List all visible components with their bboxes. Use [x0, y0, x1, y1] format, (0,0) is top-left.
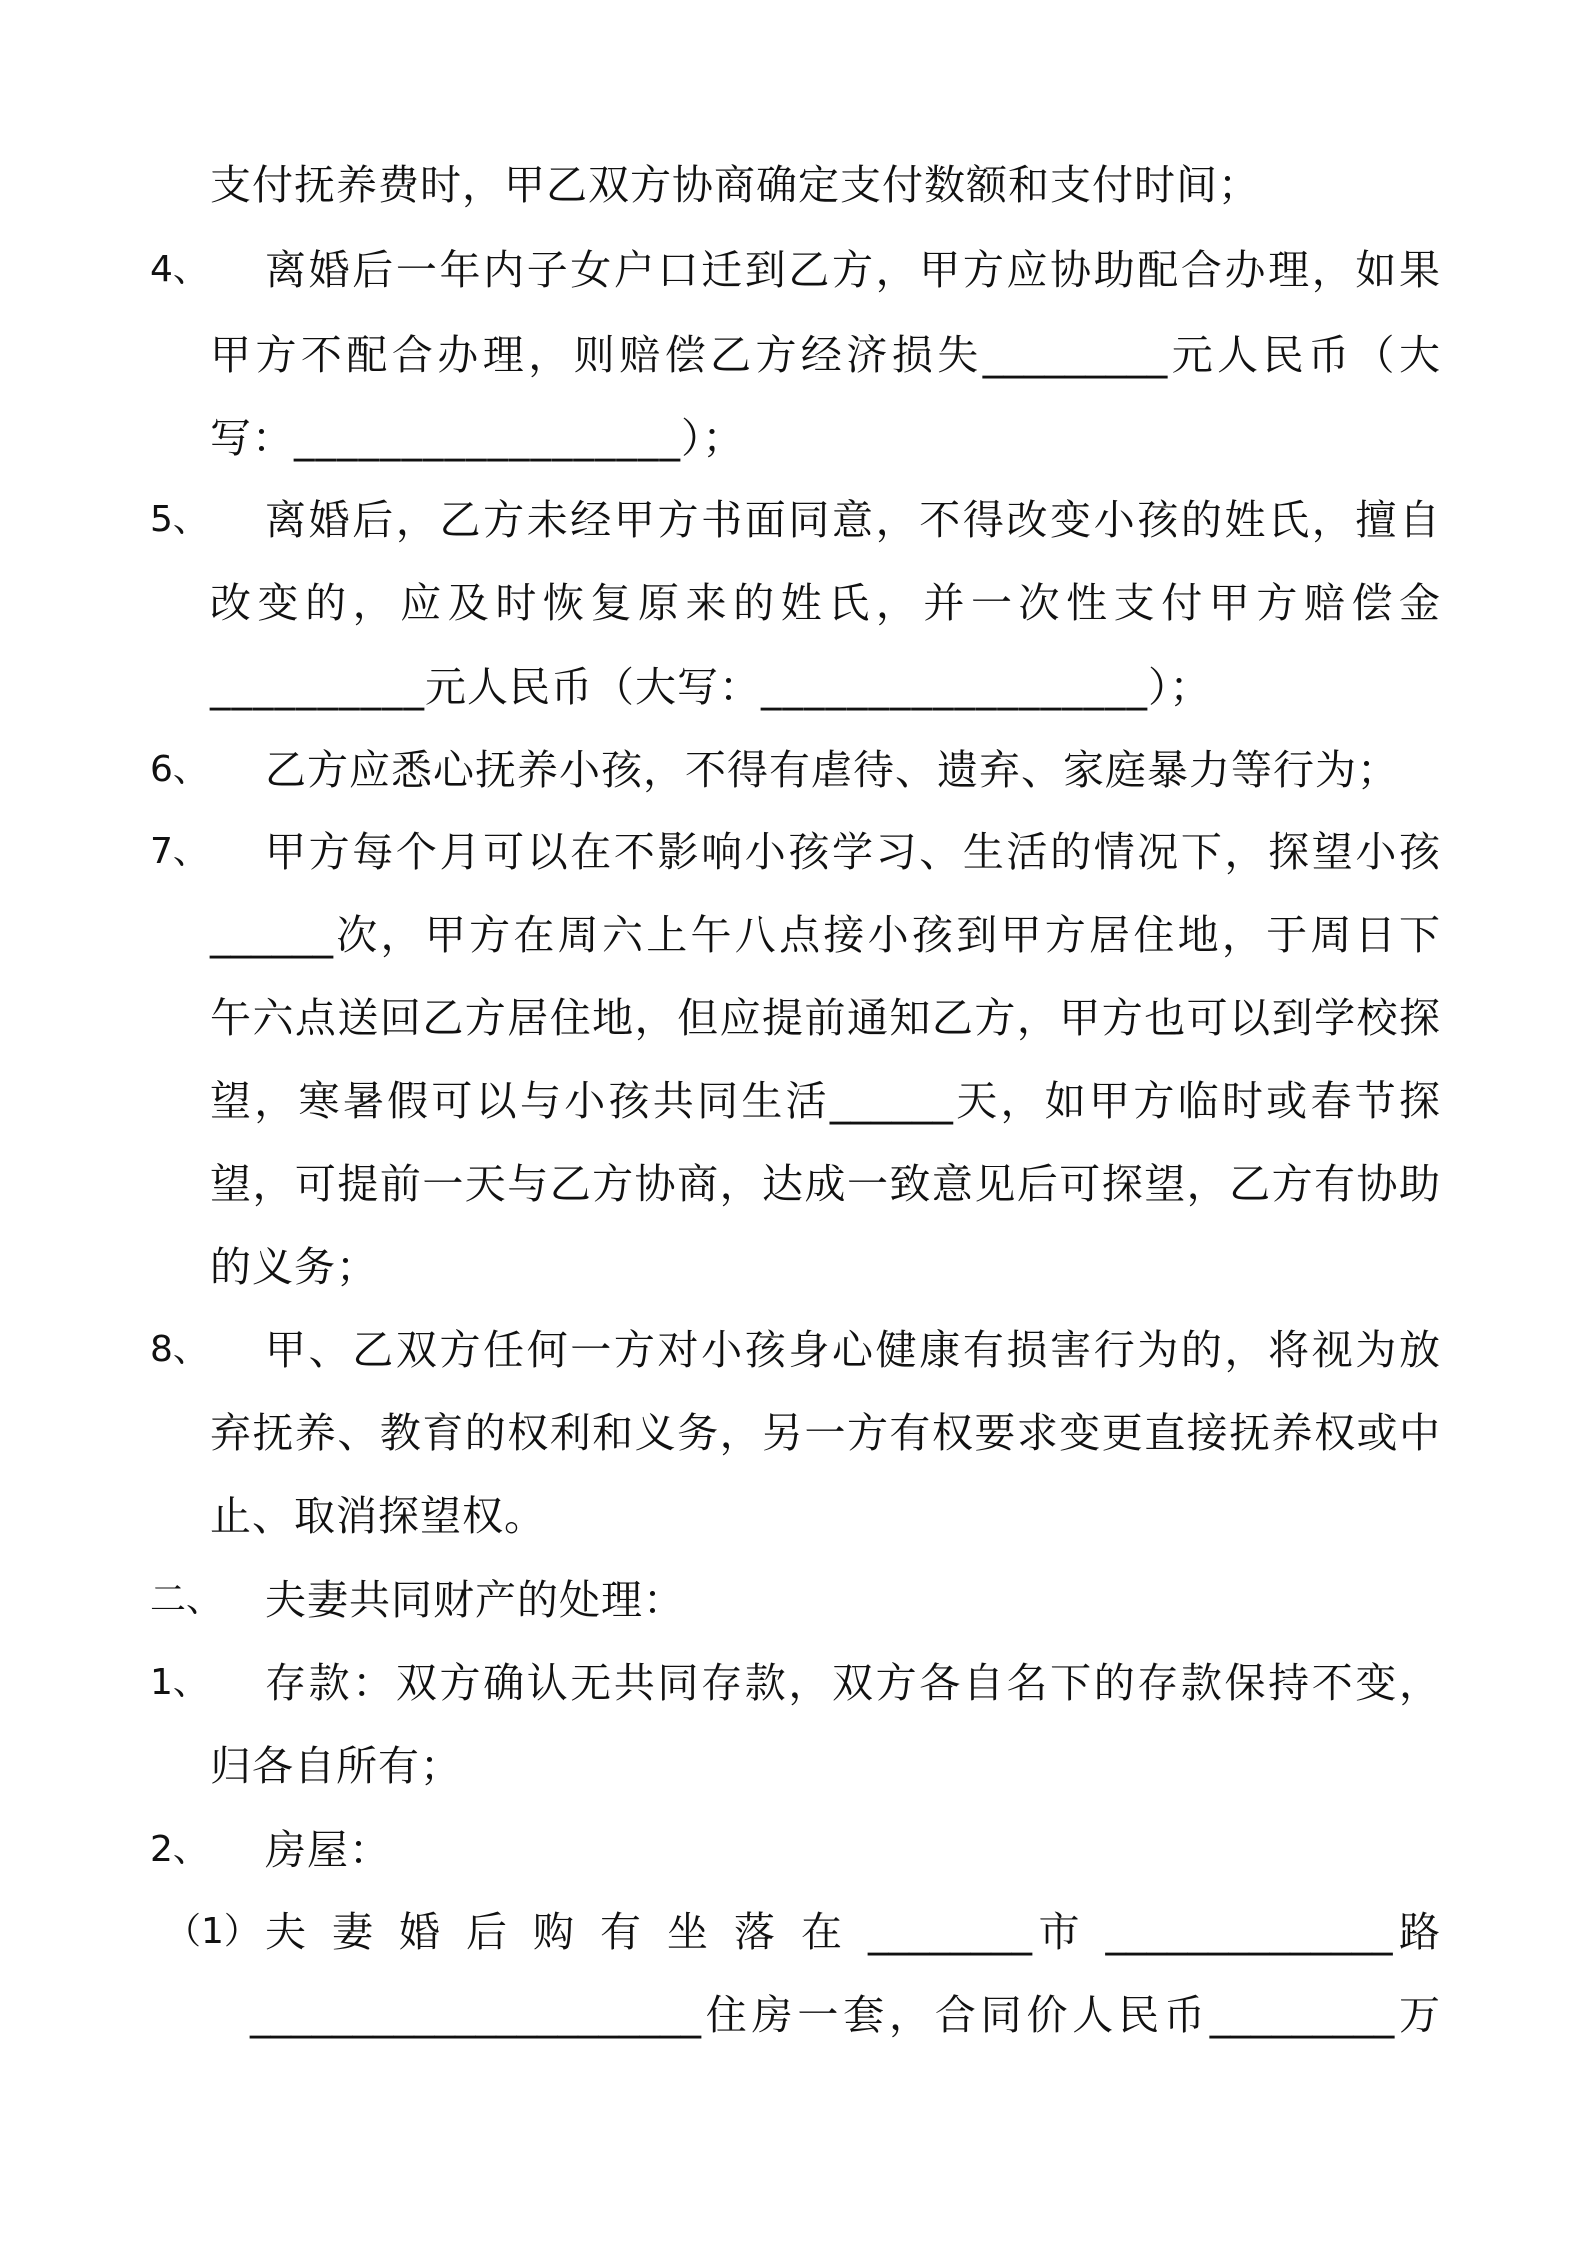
text-line — [210, 988, 1440, 1048]
text-line — [265, 740, 1440, 800]
item-number-6: 6、 — [150, 749, 209, 790]
text-line — [210, 905, 1440, 965]
text-line — [265, 822, 1440, 882]
line-text: __________元人民币（大写：__________________）； — [210, 663, 1212, 711]
line-text: 存款：双方确认无共同存款，双方各自名下的存款保持不变， — [265, 1659, 1440, 1707]
text-line — [210, 1486, 1440, 1546]
section-number-2: 二、 — [150, 1579, 223, 1620]
text-line — [265, 490, 1440, 550]
text-line — [265, 1653, 1440, 1713]
item-number-2: 2、 — [150, 1829, 209, 1870]
line-text: 止、取消探望权。 — [210, 1492, 546, 1540]
line-text: 离婚后一年内子女户口迁到乙方，甲方应协助配合办理，如果 — [265, 246, 1440, 294]
line-text: ______________________住房一套，合同价人民币_________万 — [250, 1991, 1440, 2039]
text-line — [265, 1820, 1440, 1880]
text-line — [210, 1237, 1440, 1297]
item-number-7: 7、 — [150, 831, 209, 872]
line-text: 的义务； — [210, 1243, 378, 1291]
line-text: 午六点送回乙方居住地，但应提前通知乙方，甲方也可以到学校探 — [210, 994, 1440, 1042]
text-line — [210, 573, 1440, 633]
line-text: 改变的，应及时恢复原来的姓氏，并一次性支付甲方赔偿金 — [210, 579, 1440, 627]
text-line — [210, 408, 1440, 468]
text-line — [210, 155, 1440, 215]
line-text: 夫 妻 婚 后 购 有 坐 落 在 ________市 ______________路 — [265, 1908, 1440, 1956]
line-text: ______次，甲方在周六上午八点接小孩到甲方居住地，于周日下 — [210, 911, 1440, 959]
text-line — [250, 1985, 1440, 2045]
line-text: 望，寒暑假可以与小孩共同生活______天，如甲方临时或春节探 — [210, 1077, 1440, 1125]
line-text: 甲、乙双方任何一方对小孩身心健康有损害行为的，将视为放 — [265, 1326, 1440, 1374]
item-number-1: 1、 — [150, 1662, 209, 1703]
subitem-number-1: （1） — [165, 1911, 260, 1952]
text-line — [210, 1736, 1440, 1796]
line-text: 望，可提前一天与乙方协商，达成一致意见后可探望，乙方有协助 — [210, 1160, 1440, 1208]
line-text: 归各自所有； — [210, 1742, 462, 1790]
text-line — [210, 325, 1440, 385]
text-line — [210, 1154, 1440, 1214]
item-number-8: 8、 — [150, 1329, 209, 1370]
text-line — [265, 1902, 1440, 1962]
line-text: 离婚后，乙方未经甲方书面同意，不得改变小孩的姓氏，擅自 — [265, 496, 1440, 544]
line-text: 写：__________________）； — [210, 414, 745, 462]
section-heading — [265, 1570, 1440, 1630]
text-line — [210, 1071, 1440, 1131]
line-text: 夫妻共同财产的处理： — [265, 1576, 685, 1624]
text-line — [210, 657, 1440, 717]
line-text: 弃抚养、教育的权利和义务，另一方有权要求变更直接抚养权或中 — [210, 1409, 1440, 1457]
line-text: 支付抚养费时，甲乙双方协商确定支付数额和支付时间； — [210, 161, 1260, 209]
text-line — [265, 1320, 1440, 1380]
item-number-5: 5、 — [150, 499, 209, 540]
line-text: 甲方每个月可以在不影响小孩学习、生活的情况下，探望小孩 — [265, 828, 1440, 876]
item-number-4: 4、 — [150, 249, 209, 290]
text-line — [265, 240, 1440, 300]
line-text: 房屋： — [265, 1826, 391, 1874]
text-line — [210, 1403, 1440, 1463]
line-text: 乙方应悉心抚养小孩，不得有虐待、遗弃、家庭暴力等行为； — [265, 746, 1399, 794]
line-text: 甲方不配合办理，则赔偿乙方经济损失_________元人民币（大 — [210, 331, 1440, 379]
